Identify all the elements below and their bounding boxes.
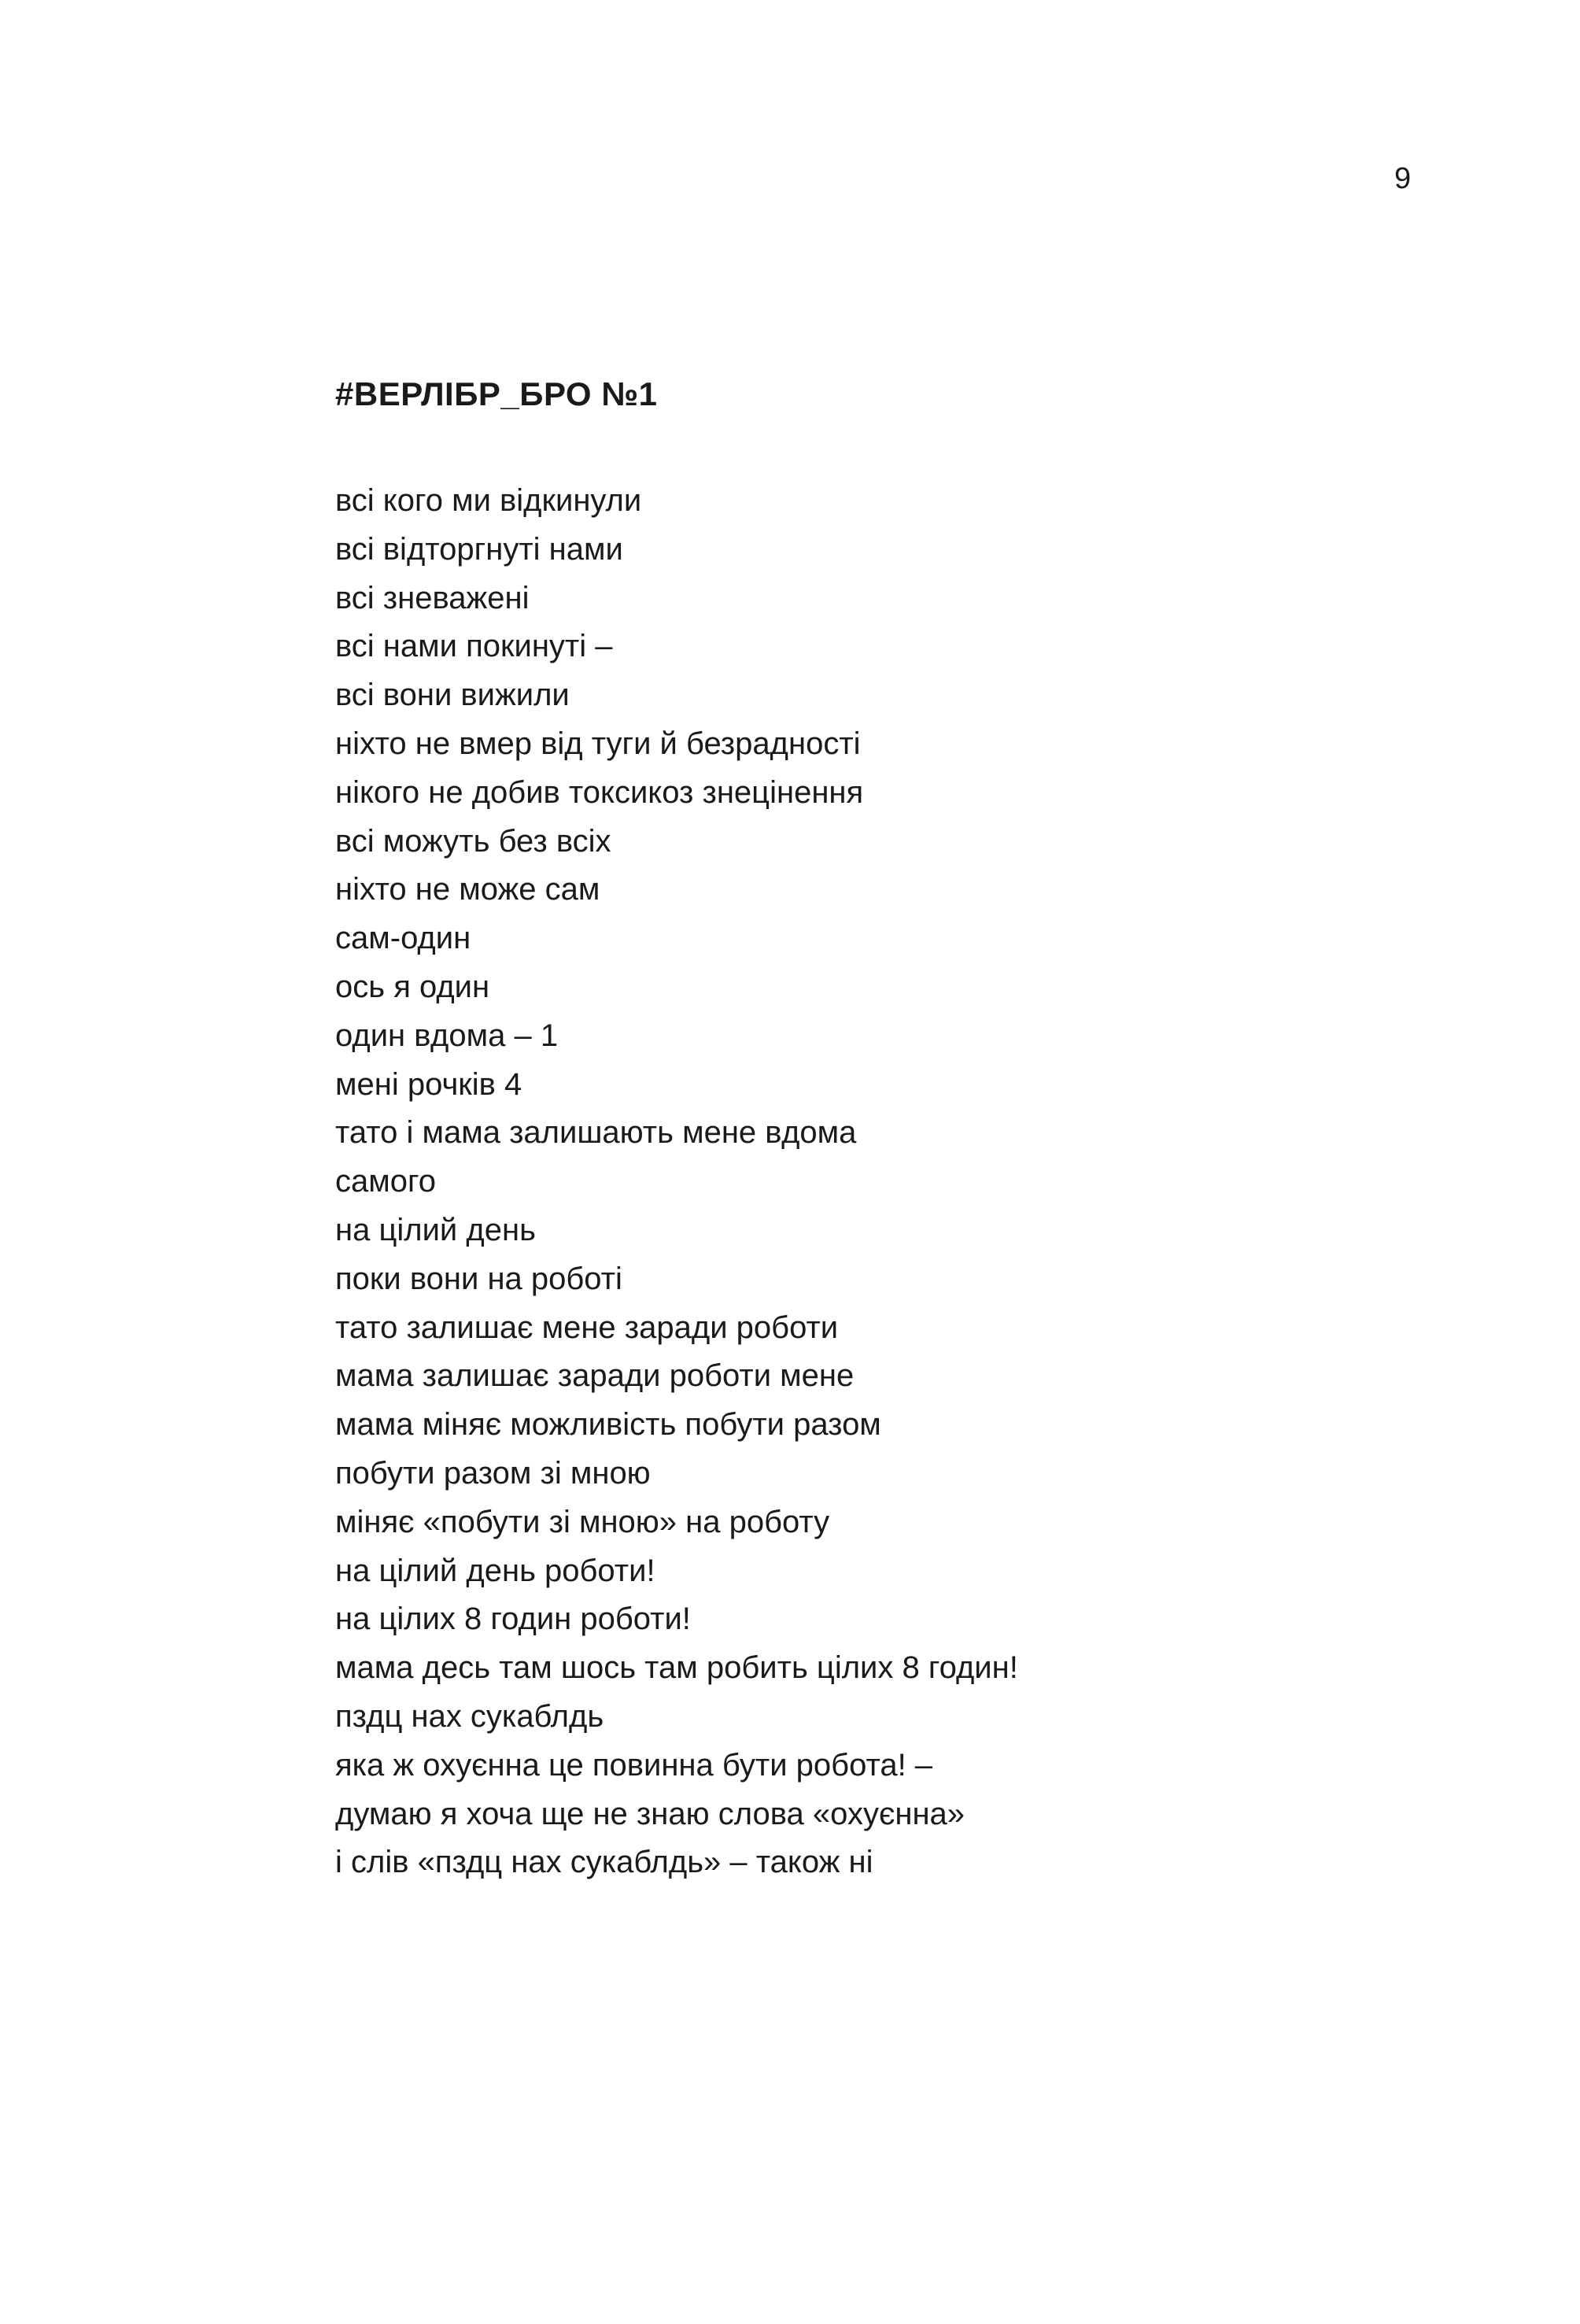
poem-line: думаю я хоча ще не знаю слова «охуєнна» [335, 1796, 965, 1831]
poem-line: міняє «побути зі мною» на роботу [335, 1504, 830, 1539]
poem-line: мама десь там шось там робить цілих 8 годин! [335, 1650, 1018, 1686]
poem-line: мама залишає заради роботи мене [335, 1358, 855, 1394]
poem-title: #ВЕРЛІБР_БРО №1 [335, 375, 658, 412]
poem-line: один вдома – 1 [335, 1018, 559, 1053]
poem-line: на цілий день [335, 1212, 536, 1247]
poem-line: нікого не добив токсикоз знецінення [335, 774, 864, 810]
poem-line: сам-один [335, 921, 471, 956]
poem-line: самого [335, 1164, 436, 1199]
poem-line: ніхто не може сам [335, 872, 600, 907]
poem-line: і слів «пздц нах сукаблдь» – також ні [335, 1845, 873, 1880]
poem-line: ось я один [335, 969, 490, 1004]
poem-line: яка ж охуєнна це повинна бути робота! – [335, 1747, 933, 1783]
poem-lines [335, 477, 1437, 1887]
poem-line: всі кого ми відкинули [335, 483, 642, 518]
page-number: 9 [1394, 162, 1412, 195]
poem-line: пздц нах сукаблдь [335, 1698, 604, 1734]
poem-line: на цілий день роботи! [335, 1553, 655, 1588]
poem-line: ніхто не вмер від туги й безрадності [335, 726, 861, 761]
poem-line: побути разом зі мною [335, 1455, 651, 1491]
poem-line: всі відторгнуті нами [335, 531, 623, 567]
poem-line: мама міняє можливість побути разом [335, 1407, 881, 1443]
poem-line: всі зневажені [335, 580, 530, 615]
poem [335, 375, 1437, 1887]
poem-line: тато і мама залишають мене вдома [335, 1115, 857, 1151]
poem-line: всі можуть без всіх [335, 823, 611, 859]
poem-line: поки вони на роботі [335, 1261, 622, 1296]
poem-line: всі вони вижили [335, 678, 570, 713]
poem-line: на цілих 8 годин роботи! [335, 1602, 691, 1637]
poem-line: всі нами покинуті – [335, 629, 613, 664]
poem-line: тато залишає мене заради роботи [335, 1310, 839, 1345]
poem-line: мені рочків 4 [335, 1066, 522, 1102]
